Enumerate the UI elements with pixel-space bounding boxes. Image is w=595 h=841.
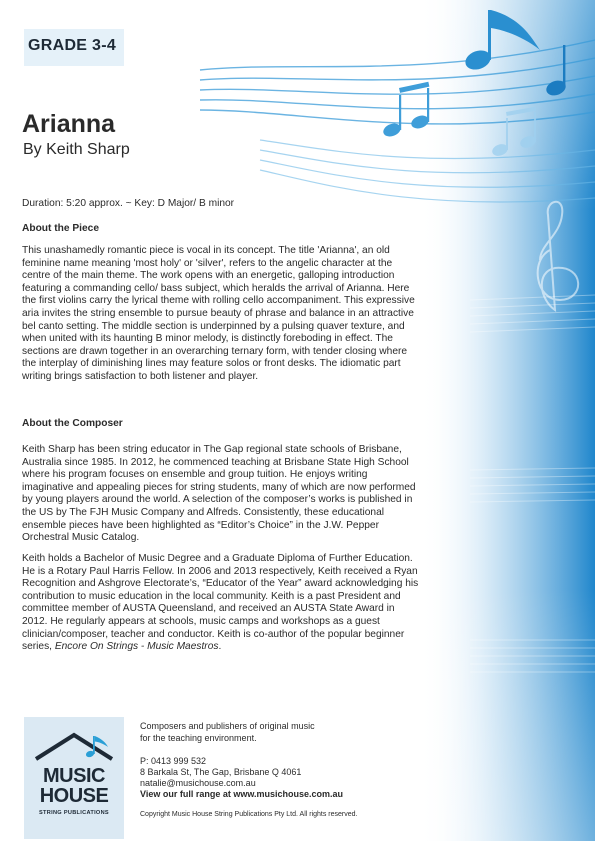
paragraph-2-main: Keith holds a Bachelor of Music Degree and a Graduate Diploma of Further Education. He is a Rotary Paul Harris Fellow. In 2006 and 2013 respectively, Keith received a Ryan Recognition and Ashgrove Electorate’s, “Educator of the Year” award acknowledging his contribution to music education in the local community. Keith is a past President and committee member of AUSTA Queensland, and received an AUSTA State Award in 2012. He regularly appears at schools, music camps and workshops as a guest clinician/composer, teacher and conductor. Keith is co-author of the popular beginner series, — [22, 553, 419, 653]
footer-phone: P: 0413 999 532 — [140, 756, 207, 766]
footer-address: 8 Barkala St, The Gap, Brisbane Q 4061 — [140, 767, 302, 777]
about-composer-heading: About the Composer — [22, 418, 123, 429]
footer-website-link[interactable]: View our full range at www.musichouse.com.au — [140, 789, 344, 799]
music-house-logo — [24, 717, 124, 839]
footer-copyright: Copyright Music House String Publications Pty Ltd. All rights reserved. — [140, 811, 358, 818]
series-title: Encore On Strings - Music Maestros — [54, 641, 219, 653]
about-piece-heading: About the Piece — [22, 223, 99, 234]
about-composer-paragraph-1: Keith Sharp has been string educator in The Gap regional state schools of Brisbane, Australia since 1985. In 2012, he commenced teaching at Brisbane State High School where his program focuses on ensemble and group tuition. He enjoys writing imaginative and appealing pieces for string students, many of which are now performed by young players around the world. A selection of the composer’s works is published in the US by The FJH Music Company and Alfreds. Consistently, these educational ensemble pieces have been highlighted as “Editor’s Choice” in the J.W. Pepper Orchestral Music Catalog. — [22, 444, 416, 544]
footer-email[interactable]: natalie@musichouse.com.au — [140, 778, 256, 788]
logo-music-text: MUSIC — [43, 765, 105, 787]
paragraph-2-end: . — [218, 641, 222, 653]
logo-house-text: HOUSE — [39, 785, 109, 807]
footer-tagline-1: Composers and publishers of original music — [140, 721, 315, 731]
grade-label: GRADE 3-4 — [28, 37, 117, 54]
composer-byline: By Keith Sharp — [23, 141, 130, 158]
about-piece-text: This unashamedly romantic piece is vocal in its concept. The title 'Arianna', an old feminine name meaning 'most holy' or 'silver', refers to the angelic character at the centre of the main theme. The work opens with an energetic, galloping introduction featuring a commanding cello/ bass subject, which heralds the arrival of Arianna. Here the first violins carry the lyrical theme with rolling cello accompaniment. This expressive aria invites the string ensemble to pursue beauty of phrase and balance in an attractive bel canto setting. The middle section is underpinned by a pulsing quaver texture, and when united with its haunting B minor melody, is distinctly foreboding in effect. The sections are drawn together in an overarching ternary form, with tender closing where the interplay of diminishing lines may feature solos or front desks. The idiomatic part writing brings satisfaction to both listener and player. — [22, 245, 415, 382]
footer-tagline-2: for the teaching environment. — [140, 733, 257, 743]
duration-key-line: Duration: 5:20 approx. ~ Key: D Major/ B minor — [22, 198, 235, 209]
logo-subtitle: STRING PUBLICATIONS — [39, 810, 109, 816]
piece-title: Arianna — [22, 110, 116, 138]
about-composer-paragraph-2 — [22, 553, 420, 654]
